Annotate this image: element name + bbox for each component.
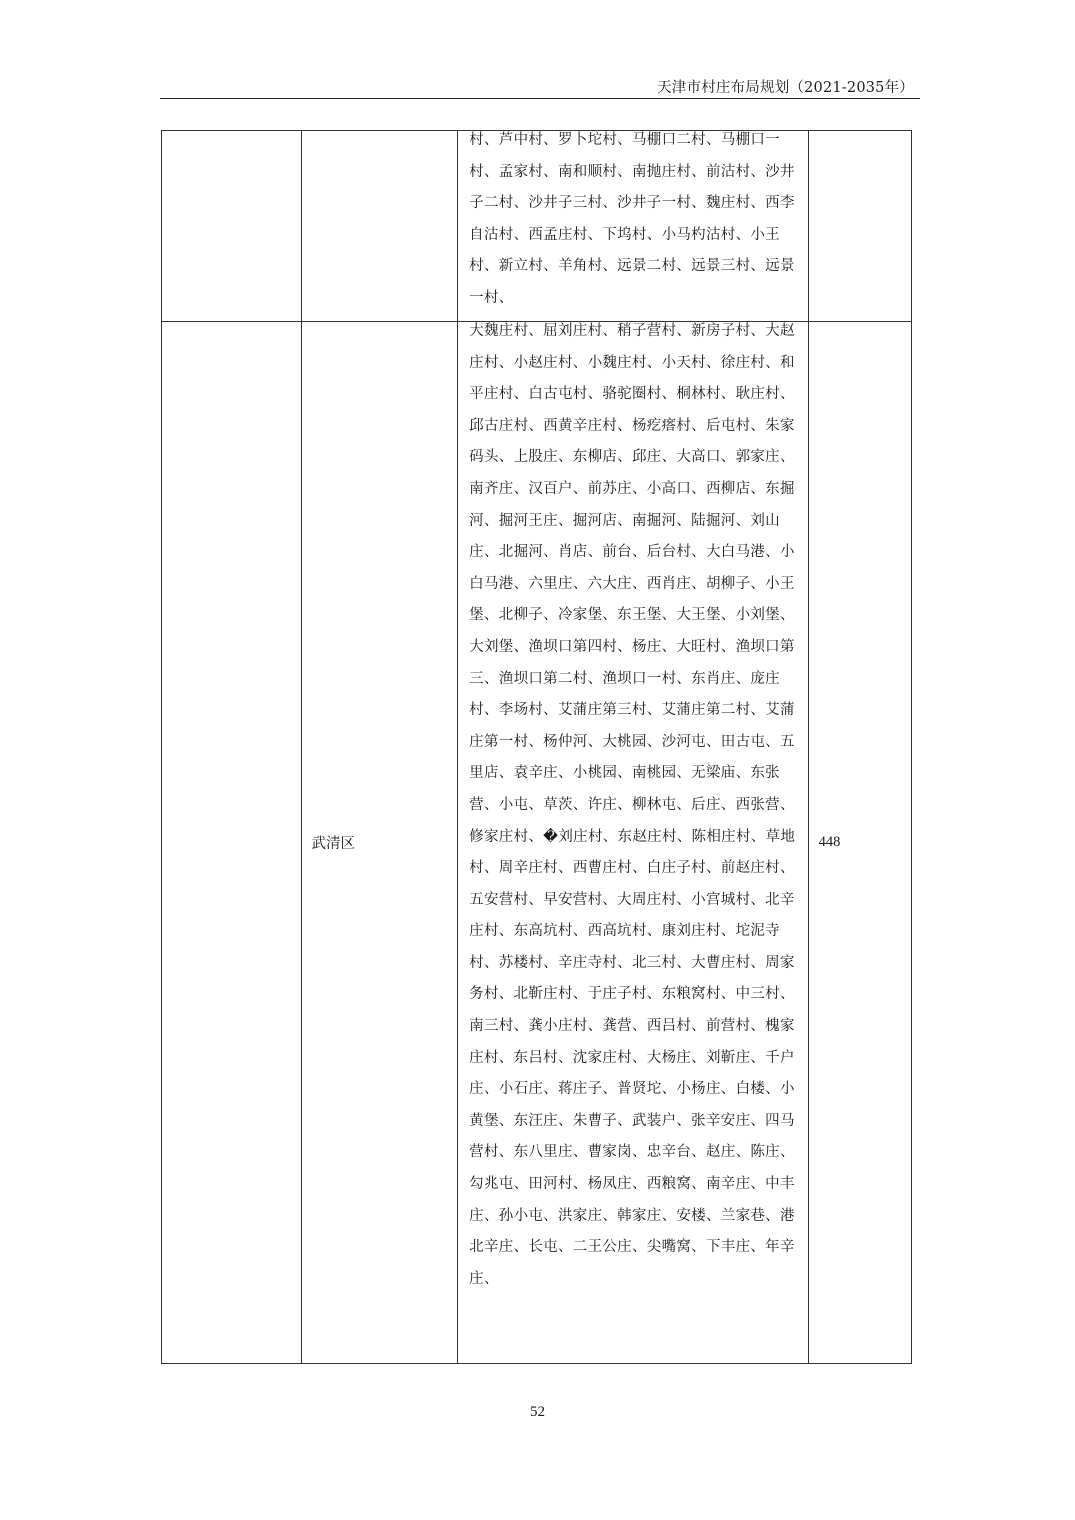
village-list: 村、芦中村、罗卜坨村、马棚口二村、马棚口一村、孟家村、南和顺村、南抛庄村、前沽村、沙井子二村、沙井子三村、沙井子一村、魏庄村、西李自沽村、西孟庄村、下坞村、小马杓沽村、小王村、新立村、羊角村、远景二村、远景三村、远景一村、 [469,132,795,306]
document-title: 天津市村庄布局规划（2021-2035年） [657,80,914,96]
category-cell [162,322,302,1364]
district-cell: 武清区 [301,322,458,1364]
count-cell: 448 [808,322,911,1364]
village-table [161,130,912,1364]
village-list-cell [458,322,808,1364]
category-cell [162,131,302,322]
page-header [160,76,920,99]
table-row [162,322,912,1364]
village-list-cell [458,131,808,322]
table-row [162,131,912,322]
count-cell [808,131,911,322]
page-number: 52 [530,1404,545,1420]
district-cell [301,131,458,322]
village-list: 大魏庄村、屈刘庄村、稍子营村、新房子村、大赵庄村、小赵庄村、小魏庄村、小天村、徐庄村、和平庄村、白古屯村、骆驼圈村、桐林村、耿庄村、邱古庄村、西黄辛庄村、杨疙瘩村、后屯村、朱家码头、上股庄、东柳店、邱庄、大高口、郭家庄、南齐庄、汉百户、前苏庄、小高口、西柳店、东掘河、掘河王庄、掘河店、南掘河、陆掘河、刘山庄、北掘河、肖店、前台、后台村、大白马港、小白马港、六里庄、六大庄、西肖庄、胡柳子、小王堡、北柳子、冷家堡、东王堡、大王堡、小刘堡、大刘堡、渔坝口第四村、杨庄、大旺村、渔坝口第三、渔坝口第二村、渔坝口一村、东肖庄、庞庄村、李场村、艾蒲庄第三村、艾蒲庄第二村、艾蒲庄第一村、杨仲河、大桃园、沙河屯、田古屯、五里店、袁辛庄、小桃园、南桃园、无梁庙、东张营、小屯、草茨、许庄、柳林屯、后庄、西张营、修家庄村、�刘庄村、东赵庄村、陈相庄村、草地村、周辛庄村、西曹庄村、白庄子村、前赵庄村、五安营村、早安营村、大周庄村、小宫城村、北辛庄村、东高坑村、西高坑村、康刘庄村、坨泥寺村、苏楼村、辛庄寺村、北三村、大曹庄村、周家务村、北靳庄村、于庄子村、东粮窝村、中三村、南三村、龚小庄村、龚营、西吕村、前营村、槐家庄村、东吕村、沈家庄村、大杨庄、刘靳庄、千户庄、小石庄、蒋庄子、普贤坨、小杨庄、白楼、小黄堡、东汪庄、朱曹子、武装户、张辛安庄、四马营村、东八里庄、曹家岗、忠辛台、赵庄、陈庄、勾兆屯、田河村、杨凤庄、西粮窝、南辛庄、中丰庄、孙小屯、洪家庄、韩家庄、安楼、兰家巷、港北辛庄、长屯、二王公庄、尖嘴窝、下丰庄、年辛庄、 [469,323,796,1287]
